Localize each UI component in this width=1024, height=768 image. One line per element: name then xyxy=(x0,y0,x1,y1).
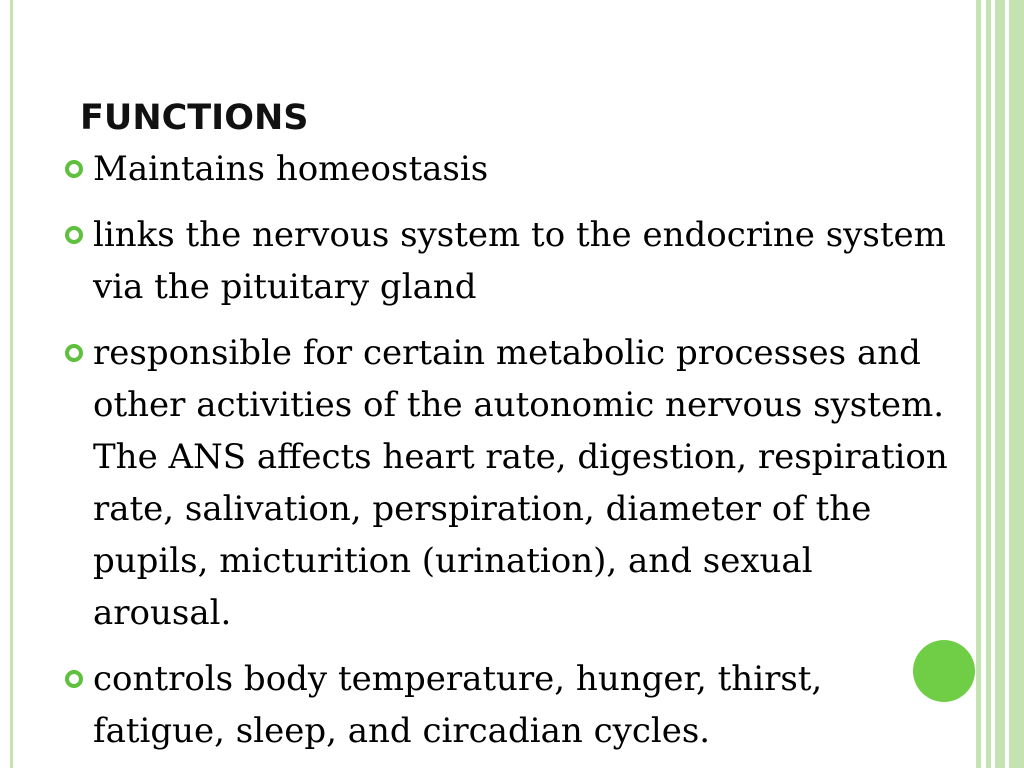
ring-bullet-icon xyxy=(65,670,83,688)
bullet-list xyxy=(64,143,959,768)
bullet-item xyxy=(64,143,959,195)
ring-bullet-icon xyxy=(65,344,83,362)
bullet-item xyxy=(64,653,959,757)
slide-title: FUNCTIONS xyxy=(80,98,309,138)
bullet-item xyxy=(64,327,959,639)
bullet-item xyxy=(64,209,959,313)
ring-bullet-icon xyxy=(65,160,83,178)
left-border-line xyxy=(10,0,13,768)
decorative-green-circle xyxy=(913,640,975,702)
ring-bullet-icon xyxy=(65,226,83,244)
right-border-band xyxy=(1009,0,1024,768)
bullet-text: controls body temperature, hunger, thirst, fatigue, sleep, and circadian cycles. xyxy=(93,659,823,751)
right-border-band xyxy=(986,0,991,768)
right-border-band xyxy=(976,0,981,768)
right-border-band xyxy=(995,0,1005,768)
bullet-text: Maintains homeostasis xyxy=(93,149,489,189)
bullet-text: links the nervous system to the endocrine system via the pituitary gland xyxy=(93,215,946,307)
bullet-text: responsible for certain metabolic processes and other activities of the autonomic nervous system. The ANS affects heart rate, digestion, respiration rate, salivation, perspiration, diameter of the pupils, micturition (urination), and sexual arousal. xyxy=(93,333,948,633)
